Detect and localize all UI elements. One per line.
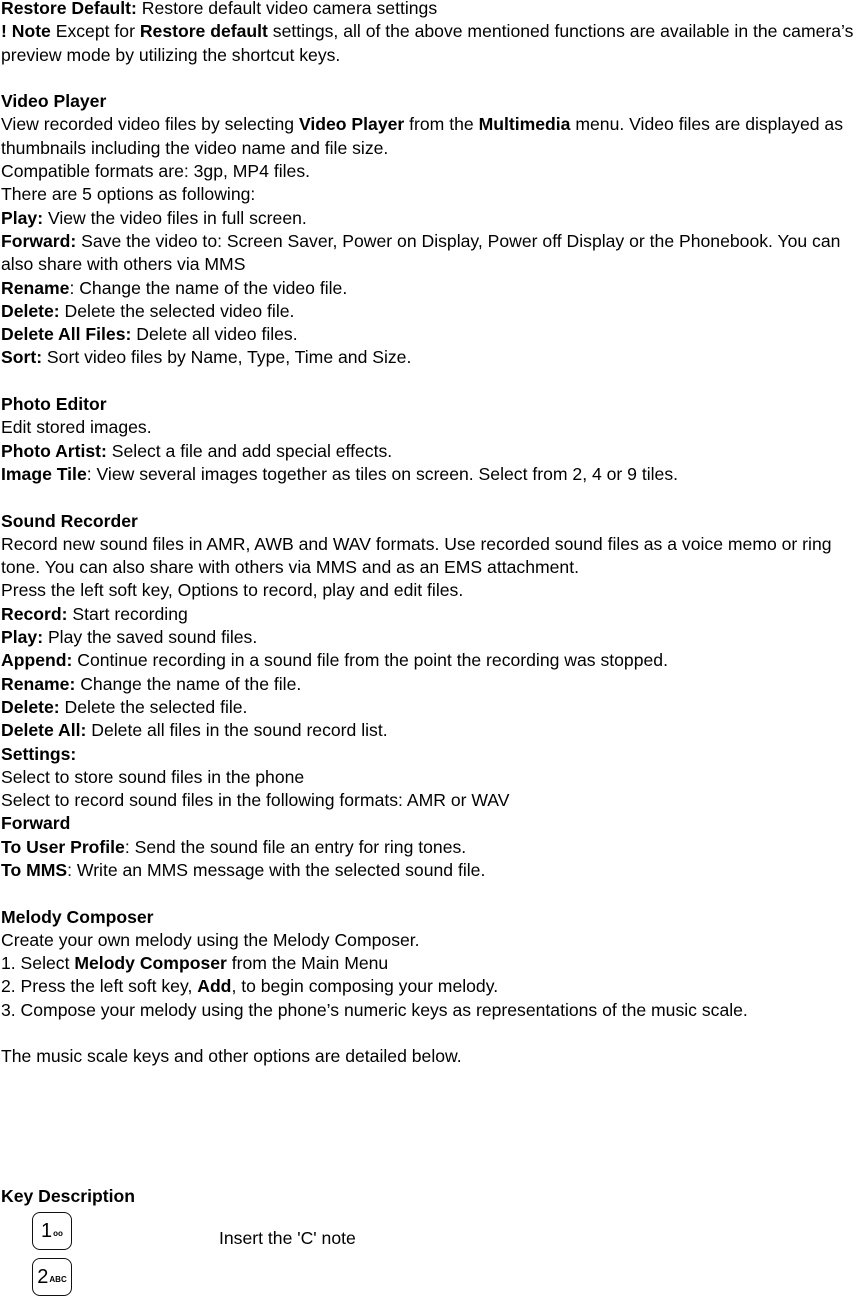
photo-option-tile: Image Tile: View several images together as tiles on screen. Select from 2, 4 or 9 tiles.	[1, 463, 679, 484]
video-option-forward: Forward: Save the video to: Screen Saver, Power on Display, Power off Display or the Phonebook. You can also share with others via MMS	[1, 230, 841, 275]
sound-option-play: Play: Play the saved sound files.	[1, 627, 258, 648]
melody-step-3: 3. Compose your melody using the phone’s numeric keys as representations of the music scale.	[1, 999, 748, 1020]
video-option-delete: Delete: Delete the selected video file.	[1, 300, 295, 321]
sound-recorder-intro: Record new sound files in AMR, AWB and WAV formats. Use recorded sound files as a voice memo or ring tone. You can also share with others via MMS and as an EMS attachment.	[1, 533, 832, 578]
key-row	[1, 1212, 859, 1258]
sound-settings-label: Settings:	[1, 743, 77, 764]
video-option-play: Play: View the video files in full screen.	[1, 207, 307, 228]
sound-settings-line: Select to record sound files in the following formats: AMR or WAV	[1, 790, 510, 811]
restore-default-line: Restore Default: Restore default video camera settings	[1, 0, 438, 18]
photo-editor-intro: Edit stored images.	[1, 417, 152, 438]
key-1-voicemail-icon: 1 ᴏᴏ	[32, 1212, 72, 1250]
key-row	[1, 1258, 859, 1304]
sound-option-append: Append: Continue recording in a sound file from the point the recording was stopped.	[1, 650, 668, 671]
sound-option-delete: Delete: Delete the selected file.	[1, 696, 248, 717]
video-player-intro: View recorded video files by selecting Video Player from the Multimedia menu. Video files are displayed as thumbnails including the video name and file size.	[1, 114, 843, 158]
document-page	[1, 0, 859, 1304]
video-formats: Compatible formats are: 3gp, MP4 files.	[1, 161, 310, 182]
key-2-abc-icon: 2 ABC	[32, 1258, 72, 1296]
sound-forward-mms: To MMS: Write an MMS message with the selected sound file.	[1, 859, 486, 880]
sound-option-rename: Rename: Change the name of the file.	[1, 673, 302, 694]
melody-step-1: 1. Select Melody Composer from the Main Menu	[1, 953, 389, 974]
sound-forward-profile: To User Profile: Send the sound file an entry for ring tones.	[1, 836, 467, 857]
key-description-heading: Key Description	[1, 1186, 135, 1207]
key-description-text: Insert the 'C' note	[219, 1228, 356, 1249]
sound-recorder-heading: Sound Recorder	[1, 510, 138, 531]
sound-forward-label: Forward	[1, 813, 71, 834]
video-options-intro: There are 5 options as following:	[1, 184, 256, 205]
sound-option-delete-all: Delete All: Delete all files in the sound record list.	[1, 720, 388, 741]
note-paragraph: ! Note Except for Restore default settings, all of the above mentioned functions are available in the camera’s preview mode by utilizing the shortcut keys.	[1, 21, 854, 65]
melody-step-2: 2. Press the left soft key, Add, to begin composing your melody.	[1, 976, 499, 997]
melody-intro: Create your own melody using the Melody Composer.	[1, 929, 420, 950]
sound-option-record: Record: Start recording	[1, 603, 188, 624]
photo-editor-heading: Photo Editor	[1, 394, 107, 415]
video-option-rename: Rename: Change the name of the video file.	[1, 277, 348, 298]
video-option-delete-all: Delete All Files: Delete all video files.	[1, 324, 298, 345]
melody-scale-note: The music scale keys and other options are detailed below.	[1, 1046, 462, 1067]
video-player-heading: Video Player	[1, 91, 107, 112]
photo-option-artist: Photo Artist: Select a file and add special effects.	[1, 440, 393, 461]
melody-composer-heading: Melody Composer	[1, 906, 154, 927]
sound-recorder-press: Press the left soft key, Options to record, play and edit files.	[1, 580, 464, 601]
video-option-sort: Sort: Sort video files by Name, Type, Time and Size.	[1, 347, 412, 368]
sound-settings-line: Select to store sound files in the phone	[1, 766, 305, 787]
